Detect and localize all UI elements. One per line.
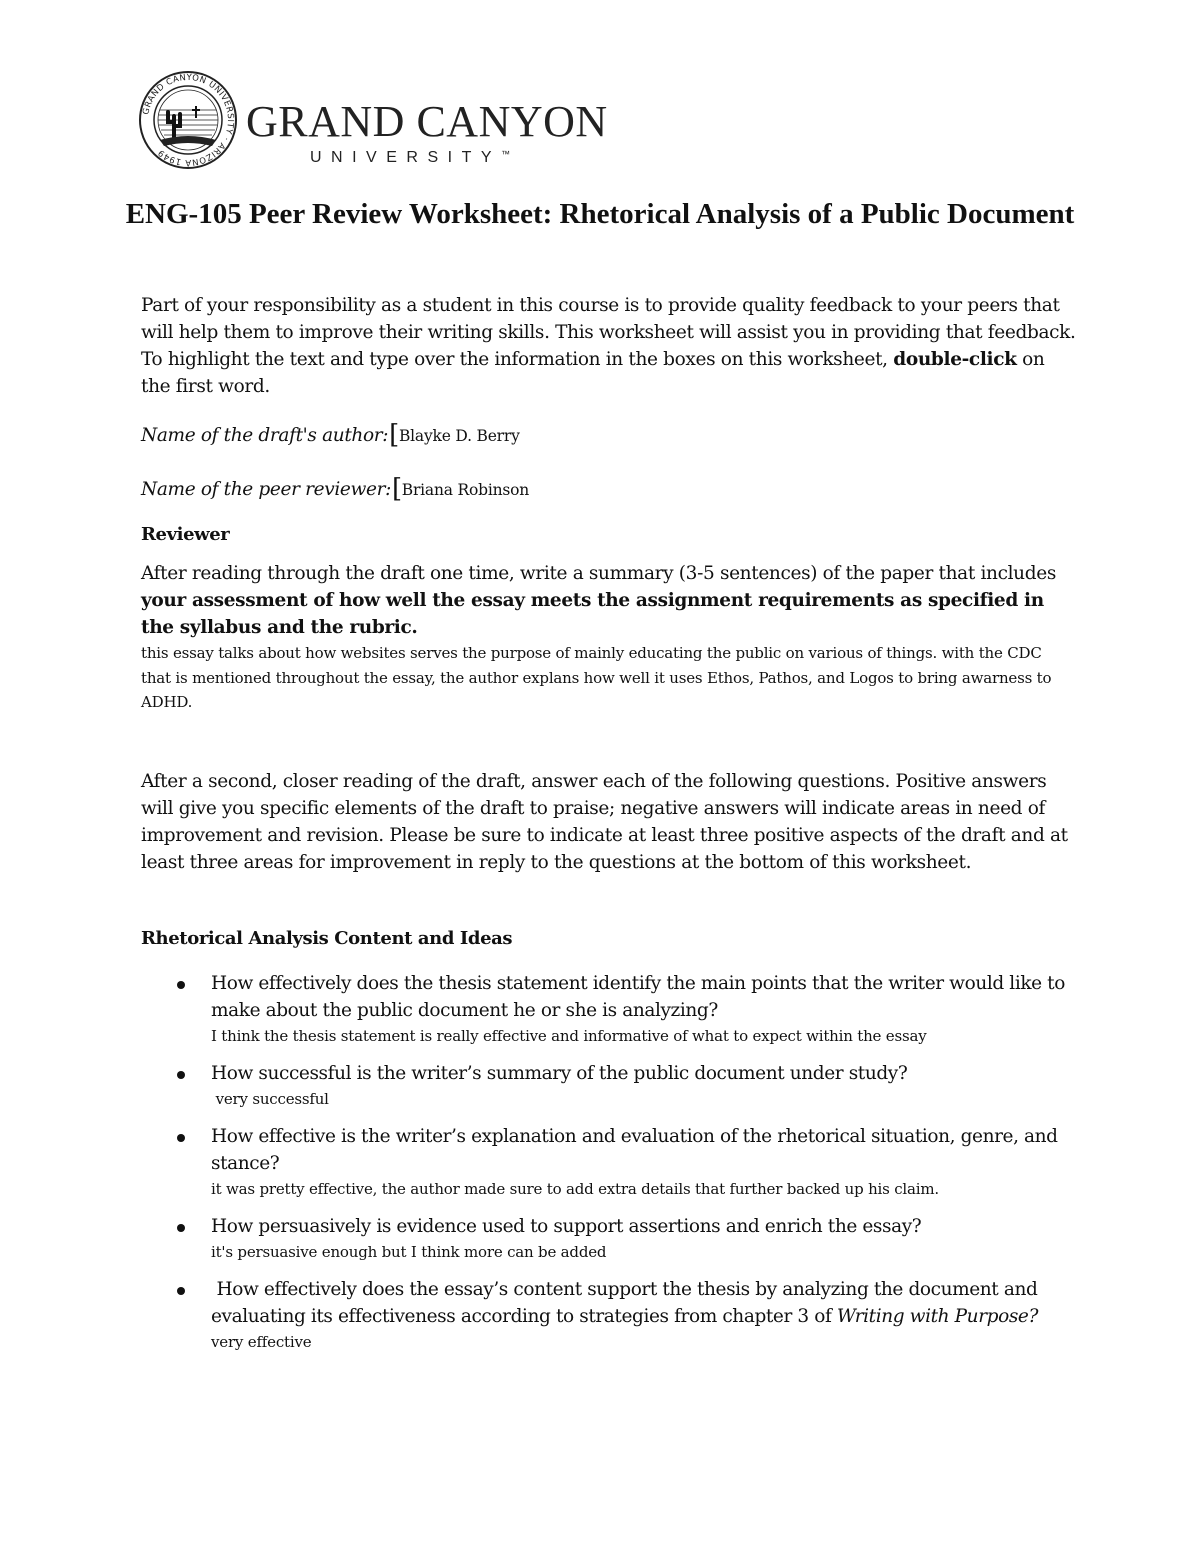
second-reading-paragraph: After a second, closer reading of the draft, answer each of the following questions. Positive answers will give you specific elements of the draft to praise; negative answers will indicate areas in need of improvement and revision. Please be sure to indicate at least three positive aspects of the draft and at least three areas for improvement in reply to the questions at the bottom of this worksheet.	[141, 771, 1068, 873]
content-ideas-heading: Rhetorical Analysis Content and Ideas	[141, 928, 513, 949]
bullet-icon	[177, 981, 185, 989]
university-logo	[138, 70, 608, 170]
summary-answer-field[interactable]: this essay talks about how websites serves the purpose of mainly educating the public on various of things. with the CDC that is mentioned throughout the essay, the author explans how well it uses Ethos, Pathos, and Logos to bring awarness to ADHD.	[141, 644, 1052, 711]
question-text: How persuasively is evidence used to support assertions and enrich the essay?	[211, 1216, 922, 1237]
bullet-icon	[177, 1224, 185, 1232]
list-item	[141, 970, 1071, 1048]
field-bracket-icon: [	[391, 474, 402, 504]
answer-field[interactable]: very effective	[211, 1333, 312, 1351]
reviewer-field[interactable]: Briana Robinson	[401, 481, 530, 499]
author-label: Name of the draft's author:	[141, 425, 389, 446]
list-item	[141, 1213, 1071, 1264]
question-list	[141, 970, 1071, 1354]
list-item	[141, 1060, 1071, 1111]
university-seal-icon	[138, 70, 238, 170]
bullet-icon	[177, 1134, 185, 1142]
field-bracket-icon: [	[389, 420, 399, 450]
reviewer-prompt-bold: your assessment of how well the essay meets the assignment requirements as specified in the syllabus and the rubric.	[141, 590, 1044, 638]
reviewer-field-row	[141, 474, 529, 504]
seal-text: GRAND CANYON UNIVERSITY · ARIZONA 1949	[141, 72, 236, 168]
reviewer-label: Name of the peer reviewer:	[141, 479, 391, 500]
reviewer-prompt: After reading through the draft one time, write a summary (3-5 sentences) of the paper that includes your assessment of how well the essay meets the assignment requirements as specified in the syllabus and the rubric.	[141, 563, 1056, 638]
question-text: How effectively does the thesis statement identify the main points that the writer would like to make about the public document he or she is analyzing?	[211, 973, 1065, 1021]
author-field[interactable]: Blayke D. Berry	[398, 427, 520, 445]
answer-field[interactable]: it was pretty effective, the author made sure to add extra details that further backed up his claim.	[211, 1180, 939, 1198]
trademark-symbol: ™	[501, 149, 511, 159]
list-item	[141, 1276, 1071, 1354]
intro-paragraph: Part of your responsibility as a student in this course is to provide quality feedback to your peers that will help them to improve their writing skills. This worksheet will assist you in providing that feedback. To highlight the text and type over the information in the boxes on this worksheet, double-click on the first word.	[141, 295, 1076, 397]
intro-bold-instruction: double-click	[893, 349, 1017, 370]
answer-field[interactable]: very successful	[211, 1090, 329, 1108]
question-text: How effective is the writer’s explanation and evaluation of the rhetorical situation, genre, and stance?	[211, 1126, 1058, 1174]
question-text: How successful is the writer’s summary of the public document under study?	[211, 1063, 908, 1084]
bullet-icon	[177, 1287, 185, 1295]
book-title: Writing with Purpose?	[836, 1306, 1038, 1327]
reviewer-heading: Reviewer	[141, 524, 230, 545]
list-item	[141, 1123, 1071, 1201]
worksheet-title: ENG-105 Peer Review Worksheet: Rhetorical Analysis of a Public Document	[125, 198, 1075, 230]
university-name-line1: GRAND CANYON	[246, 97, 608, 146]
bullet-icon	[177, 1071, 185, 1079]
question-text: How effectively does the essay’s content support the thesis by analyzing the document and evaluating its effectiveness according to strategies from chapter 3 of Writing with Purpose?	[211, 1279, 1043, 1327]
answer-field[interactable]: it's persuasive enough but I think more can be added	[211, 1243, 607, 1261]
answer-field[interactable]: I think the thesis statement is really effective and informative of what to expect within the essay	[211, 1027, 927, 1045]
university-name-line2: UNIVERSITY™	[310, 149, 511, 166]
author-field-row	[141, 420, 520, 450]
